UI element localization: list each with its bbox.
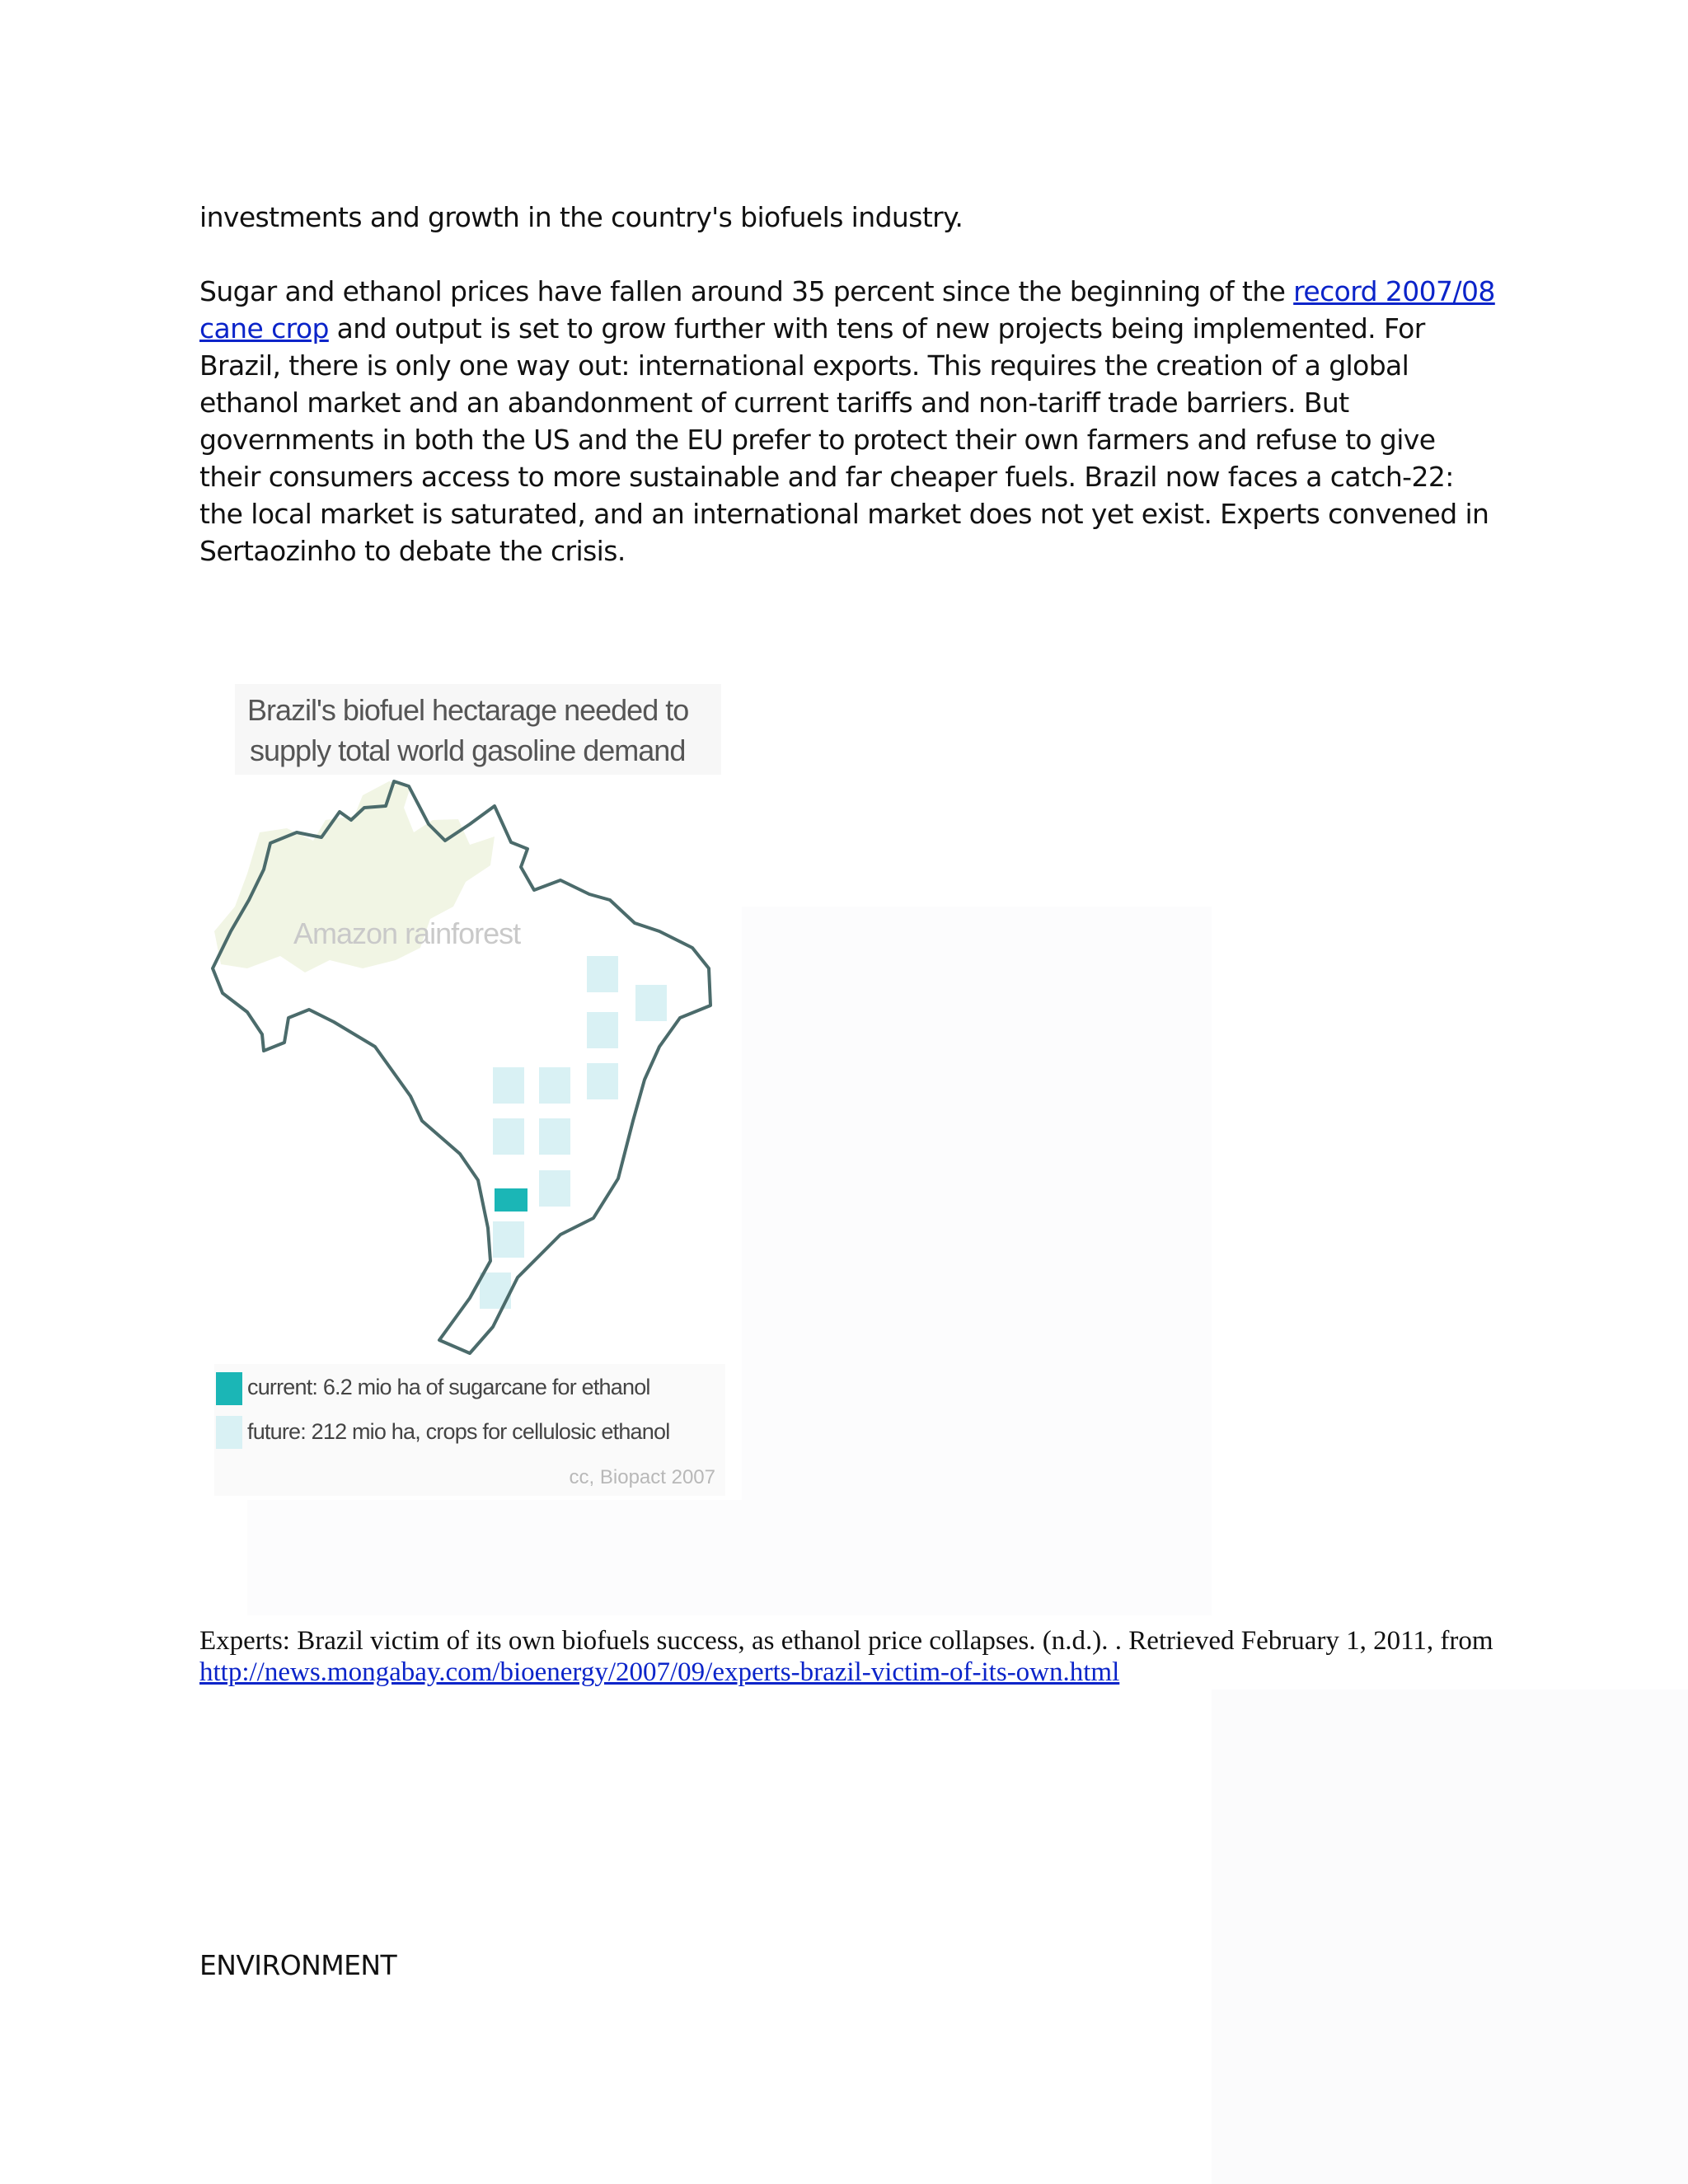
reference-citation (199, 1625, 1518, 1688)
legend-swatch-current (216, 1372, 242, 1405)
section-heading: ENVIRONMENT (199, 1949, 396, 1981)
future-hectarage-square (539, 1067, 570, 1104)
brazil-biofuel-map (198, 684, 742, 1500)
legend-label-future: future: 212 mio ha, crops for cellulosic ethanol (247, 1419, 670, 1444)
legend-label-current: current: 6.2 mio ha of sugarcane for ethanol (247, 1375, 650, 1399)
continuation-text-content: investments and growth in the country's biofuels industry. (199, 201, 964, 233)
figure-title-line2: supply total world gasoline demand (250, 733, 686, 767)
page-background-tint (1212, 1690, 1688, 2184)
paragraph-text-before-link: Sugar and ethanol prices have fallen around 35 percent since the beginning of the (199, 275, 1294, 307)
future-hectarage-square (539, 1118, 570, 1155)
citation-text: Experts: Brazil victim of its own biofuels success, as ethanol price collapses. (n.d.). . Retrieved February 1, 2011, from (199, 1626, 1493, 1656)
future-hectarage-square (493, 1221, 524, 1258)
paragraph-text-after-link: and output is set to grow further with tens of new projects being implemented. For Brazil, there is only one way out: international exports. This requires the creation of a global ethanol market and an abandonment of current tariffs and non-tariff trade barriers. But governments in both the US and the EU prefer to protect their own farmers and refuse to give their consumers access to more sustainable and far cheaper fuels. Brazil now faces a catch-22: the local market is saturated, and an international market does not yet exist. Experts convened in Sertaozinho to debate the crisis. (199, 312, 1489, 567)
future-hectarage-square (587, 956, 618, 992)
future-hectarage-square (493, 1067, 524, 1104)
future-hectarage-square (587, 1063, 618, 1099)
amazon-rainforest-label: Amazon rainforest (293, 916, 521, 950)
current-hectarage-square (495, 1188, 528, 1212)
future-hectarage-square (539, 1170, 570, 1207)
future-hectarage-square (493, 1118, 524, 1155)
record-cane-crop-link[interactable]: record 2007/08 cane crop (199, 275, 1495, 344)
legend-swatch-future (216, 1416, 242, 1449)
future-hectarage-square (635, 985, 667, 1021)
future-hectarage-square (587, 1012, 618, 1048)
continuation-text (199, 199, 1502, 236)
figure-credit: cc, Biopact 2007 (569, 1466, 715, 1488)
article-paragraph (199, 273, 1502, 569)
brazil-biofuel-figure (198, 684, 742, 1500)
figure-title-line1: Brazil's biofuel hectarage needed to (247, 693, 689, 727)
citation-url-link[interactable]: http://news.mongabay.com/bioenergy/2007/09/experts-brazil-victim-of-its-own.html (199, 1657, 1120, 1687)
